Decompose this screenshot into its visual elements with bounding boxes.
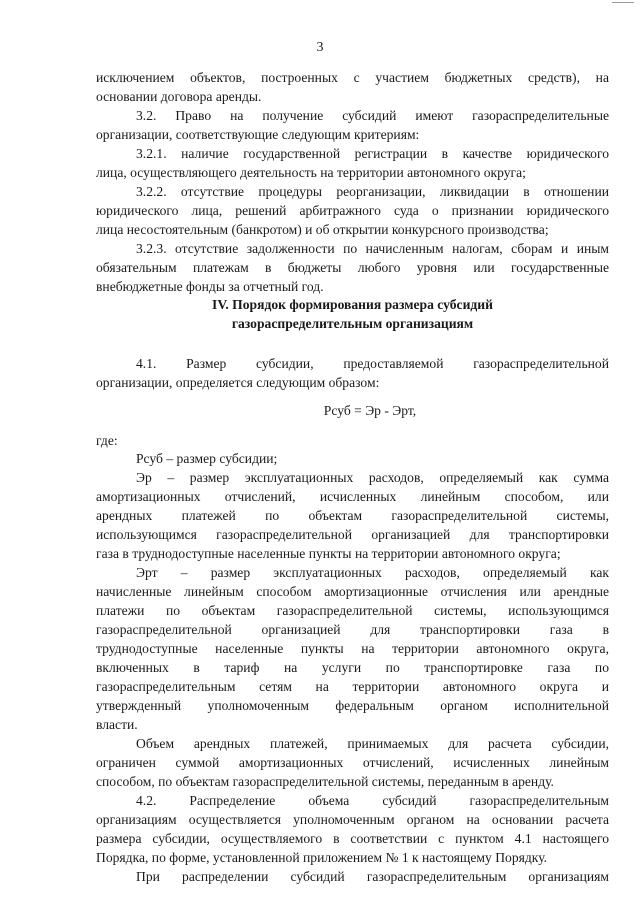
text-line: газораспределительной организацией для транспортировки газа в (96, 622, 609, 637)
text-line: организации, соответствующие следующим критериям: (96, 127, 420, 142)
text-line: ограничен суммой амортизационных отчислений, исчисленных линейным (96, 755, 609, 770)
text-line: организации, определяется следующим образом: (96, 375, 380, 390)
text-line: 4.2. Распределение объема субсидий газораспределительным (136, 793, 609, 808)
text-line: газа в труднодоступные населенные пункты на территории автономного округа; (96, 546, 561, 561)
section-heading: газораспределительным организациям (231, 316, 474, 331)
text-line: труднодоступные населенные пункты на территории автономного округа, (96, 641, 609, 656)
text-line: 4.1. Размер субсидии, предоставляемой газораспределительной (136, 356, 609, 371)
text-line: где: (96, 433, 118, 448)
text-line: юридического лица, решений арбитражного суда о признании юридического (96, 203, 609, 218)
text-line: размера субсидии, осуществляемого в соответствии с пунктом 4.1 настоящего (96, 831, 609, 846)
text-line: 3.2.2. отсутствие процедуры реорганизации, ликвидации в отношении (136, 184, 609, 199)
text-line: лица, осуществляющего деятельность на территории автономного округа; (96, 165, 526, 180)
formula: Рсуб = Эр - Эрт, (323, 403, 417, 418)
text-line: Порядка, по форме, установленной приложением № 1 к настоящему Порядку. (96, 850, 548, 865)
text-line: обязательным платежам в бюджеты любого уровня или государственные (96, 260, 609, 275)
text-line: исключением объектов, построенных с участием бюджетных средств), на (96, 70, 609, 85)
text-line: При распределении субсидий газораспределительным организациям (136, 869, 609, 884)
text-line: власти. (96, 717, 138, 732)
text-line: амортизационных отчислений, исчисленных линейным способом, или (96, 489, 609, 504)
text-line: платежи по объектам газораспределительной системы, использующимся (96, 603, 609, 618)
text-line: использующимся газораспределительной организацией для транспортировки (96, 527, 609, 542)
corner-mark (612, 2, 634, 3)
section-heading: IV. Порядок формирования размера субсидий (212, 297, 493, 312)
text-line: Рсуб – размер субсидии; (136, 451, 278, 466)
text-line: утвержденный уполномоченным федеральным органом исполнительной (96, 698, 609, 713)
text-line: включенных в тариф на услуги по транспортировке газа по (96, 660, 609, 675)
text-line: организациям осуществляется уполномоченным органом на основании расчета (96, 812, 609, 827)
text-line: 3.2.3. отсутствие задолженности по начисленным налогам, сборам и иным (136, 241, 609, 256)
text-line: Эр – размер эксплуатационных расходов, определяемый как сумма (136, 470, 609, 485)
text-line: начисленные линейным способом амортизационные отчисления или арендные (96, 584, 609, 599)
text-line: внебюджетные фонды за отчетный год. (96, 279, 324, 294)
text-line: способом, по объектам газораспределительной системы, переданным в аренду. (96, 774, 554, 789)
text-line: газораспределительным сетям на территории автономного округа и (96, 679, 609, 694)
text-line: Объем арендных платежей, принимаемых для расчета субсидии, (136, 736, 609, 751)
text-line: 3.2.1. наличие государственной регистрации в качестве юридического (136, 146, 609, 161)
page-number: 3 (316, 40, 324, 55)
text-line: Эрт – размер эксплуатационных расходов, определяемый как (136, 565, 609, 580)
text-line: лица несостоятельным (банкротом) и об открытии конкурсного производства; (96, 222, 549, 237)
text-line: арендных платежей по объектам газораспределительной системы, (96, 508, 609, 523)
text-line: 3.2. Право на получение субсидий имеют газораспределительные (136, 108, 609, 123)
text-line: основании договора аренды. (96, 89, 262, 104)
